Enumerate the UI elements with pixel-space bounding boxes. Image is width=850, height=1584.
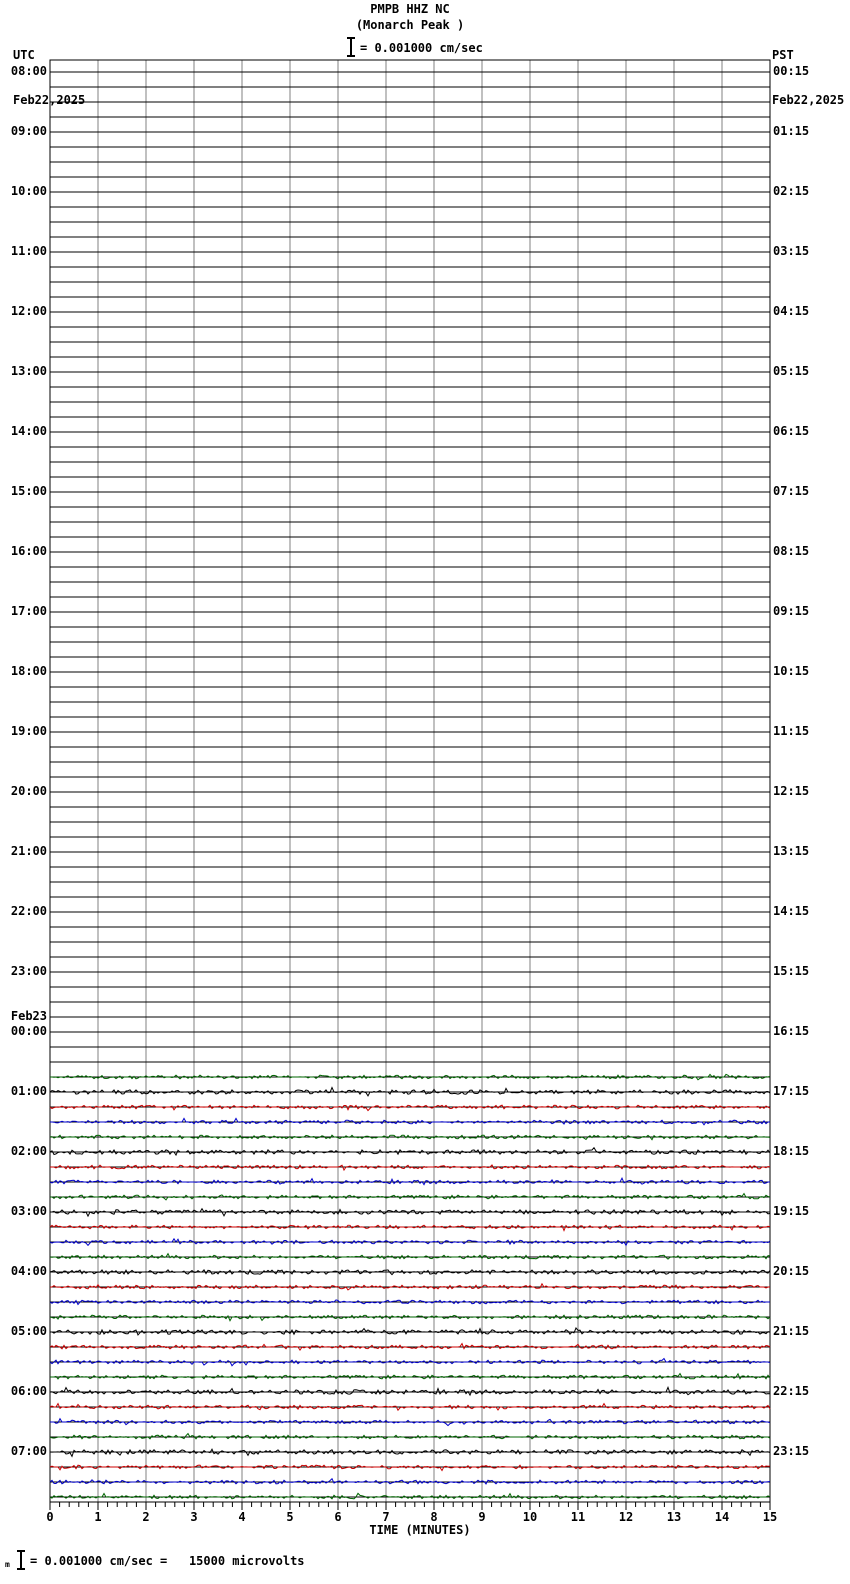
utc-hour-label: 02:00 — [10, 1144, 47, 1158]
pst-hour-label: 08:15 — [773, 544, 810, 558]
seismic-trace-row — [50, 1465, 770, 1470]
seismic-trace-row — [50, 1284, 770, 1290]
utc-hour-label: 11:00 — [10, 244, 47, 258]
pst-date-label: Feb22,2025 — [772, 93, 845, 107]
x-tick-label: 14 — [714, 1510, 730, 1524]
seismic-trace-row — [50, 1479, 770, 1484]
x-tick-label: 8 — [430, 1510, 438, 1524]
x-tick-label: 2 — [142, 1510, 150, 1524]
x-tick-label: 9 — [478, 1510, 486, 1524]
seismic-trace-row — [50, 1328, 770, 1335]
pst-hour-label: 02:15 — [773, 184, 810, 198]
x-tick-label: 5 — [286, 1510, 294, 1524]
utc-hour-label: 15:00 — [10, 484, 47, 498]
seismic-trace-row — [50, 1419, 770, 1426]
seismic-trace-row — [50, 1178, 770, 1184]
seismic-trace-row — [50, 1434, 770, 1439]
pst-hour-label: 14:15 — [773, 904, 810, 918]
utc-hour-label: 14:00 — [10, 424, 47, 438]
pst-hour-label: 15:15 — [773, 964, 810, 978]
pst-hour-label: 13:15 — [773, 844, 810, 858]
utc-hour-label: 01:00 — [10, 1084, 47, 1098]
pst-hour-label: 21:15 — [773, 1324, 810, 1338]
x-tick-label: 1 — [94, 1510, 102, 1524]
amplitude-scale-icon — [15, 1549, 27, 1571]
x-tick-label: 6 — [334, 1510, 342, 1524]
x-tick-label: 11 — [570, 1510, 586, 1524]
utc-hour-label: 09:00 — [10, 124, 47, 138]
pst-hour-label: 10:15 — [773, 664, 810, 678]
seismic-trace-row — [50, 1105, 770, 1110]
x-axis-title: TIME (MINUTES) — [369, 1523, 471, 1537]
utc-timezone-label: UTC — [13, 48, 35, 62]
pst-hour-label: 23:15 — [773, 1444, 810, 1458]
pst-hour-label: 04:15 — [773, 304, 810, 318]
pst-timezone-label: PST — [772, 48, 794, 62]
pst-hour-label: 22:15 — [773, 1384, 810, 1398]
utc-hour-label: 06:00 — [10, 1384, 47, 1398]
utc-hour-label: 07:00 — [10, 1444, 47, 1458]
utc-hour-label: 17:00 — [10, 604, 47, 618]
seismic-trace-row — [50, 1374, 770, 1379]
utc-hour-label: 16:00 — [10, 544, 47, 558]
seismic-trace-row — [50, 1225, 770, 1230]
x-tick-label: 15 — [762, 1510, 778, 1524]
seismic-trace-row — [50, 1315, 770, 1321]
pst-hour-label: 19:15 — [773, 1204, 810, 1218]
pst-hour-label: 00:15 — [773, 64, 810, 78]
x-tick-label: 13 — [666, 1510, 682, 1524]
utc-hour-label: 03:00 — [10, 1204, 47, 1218]
scale-subscript-glyph: m — [5, 1560, 10, 1569]
utc-hour-label: 20:00 — [10, 784, 47, 798]
seismic-trace-row — [50, 1148, 770, 1155]
utc-hour-label: 12:00 — [10, 304, 47, 318]
pst-hour-label: 01:15 — [773, 124, 810, 138]
date-change-label: Feb23 — [10, 1009, 47, 1023]
pst-hour-label: 17:15 — [773, 1084, 810, 1098]
x-tick-label: 10 — [522, 1510, 538, 1524]
pst-hour-label: 06:15 — [773, 424, 810, 438]
utc-hour-label: 08:00 — [10, 64, 47, 78]
x-tick-label: 3 — [190, 1510, 198, 1524]
seismic-trace-row — [50, 1449, 770, 1456]
utc-hour-label: 18:00 — [10, 664, 47, 678]
utc-date-label: Feb22,2025 — [13, 93, 86, 107]
pst-hour-label: 03:15 — [773, 244, 810, 258]
page-title: PMPB HHZ NC — [370, 2, 450, 16]
utc-hour-label: 21:00 — [10, 844, 47, 858]
x-tick-label: 0 — [46, 1510, 54, 1524]
pst-hour-label: 09:15 — [773, 604, 810, 618]
utc-hour-label: 05:00 — [10, 1324, 47, 1338]
page-subtitle: (Monarch Peak ) — [355, 18, 465, 32]
utc-hour-label: 22:00 — [10, 904, 47, 918]
seismic-trace-row — [50, 1165, 770, 1170]
pst-hour-label: 07:15 — [773, 484, 810, 498]
pst-hour-label: 16:15 — [773, 1024, 810, 1038]
scale-text: = 0.001000 cm/sec — [360, 41, 483, 55]
utc-hour-label: 04:00 — [10, 1264, 47, 1278]
x-tick-label: 4 — [238, 1510, 246, 1524]
x-tick-label: 7 — [382, 1510, 390, 1524]
footer-note-text: = 0.001000 cm/sec = 15000 microvolts — [30, 1554, 305, 1568]
utc-hour-label: 13:00 — [10, 364, 47, 378]
pst-hour-label: 20:15 — [773, 1264, 810, 1278]
seismic-trace-row — [50, 1254, 770, 1259]
utc-hour-label: 00:00 — [10, 1024, 47, 1038]
utc-hour-label: 23:00 — [10, 964, 47, 978]
seismic-trace-row — [50, 1493, 770, 1499]
utc-hour-label: 19:00 — [10, 724, 47, 738]
pst-hour-label: 18:15 — [773, 1144, 810, 1158]
seismic-trace-row — [50, 1387, 770, 1395]
pst-hour-label: 12:15 — [773, 784, 810, 798]
utc-hour-label: 10:00 — [10, 184, 47, 198]
pst-hour-label: 05:15 — [773, 364, 810, 378]
pst-hour-label: 11:15 — [773, 724, 810, 738]
x-tick-label: 12 — [618, 1510, 634, 1524]
